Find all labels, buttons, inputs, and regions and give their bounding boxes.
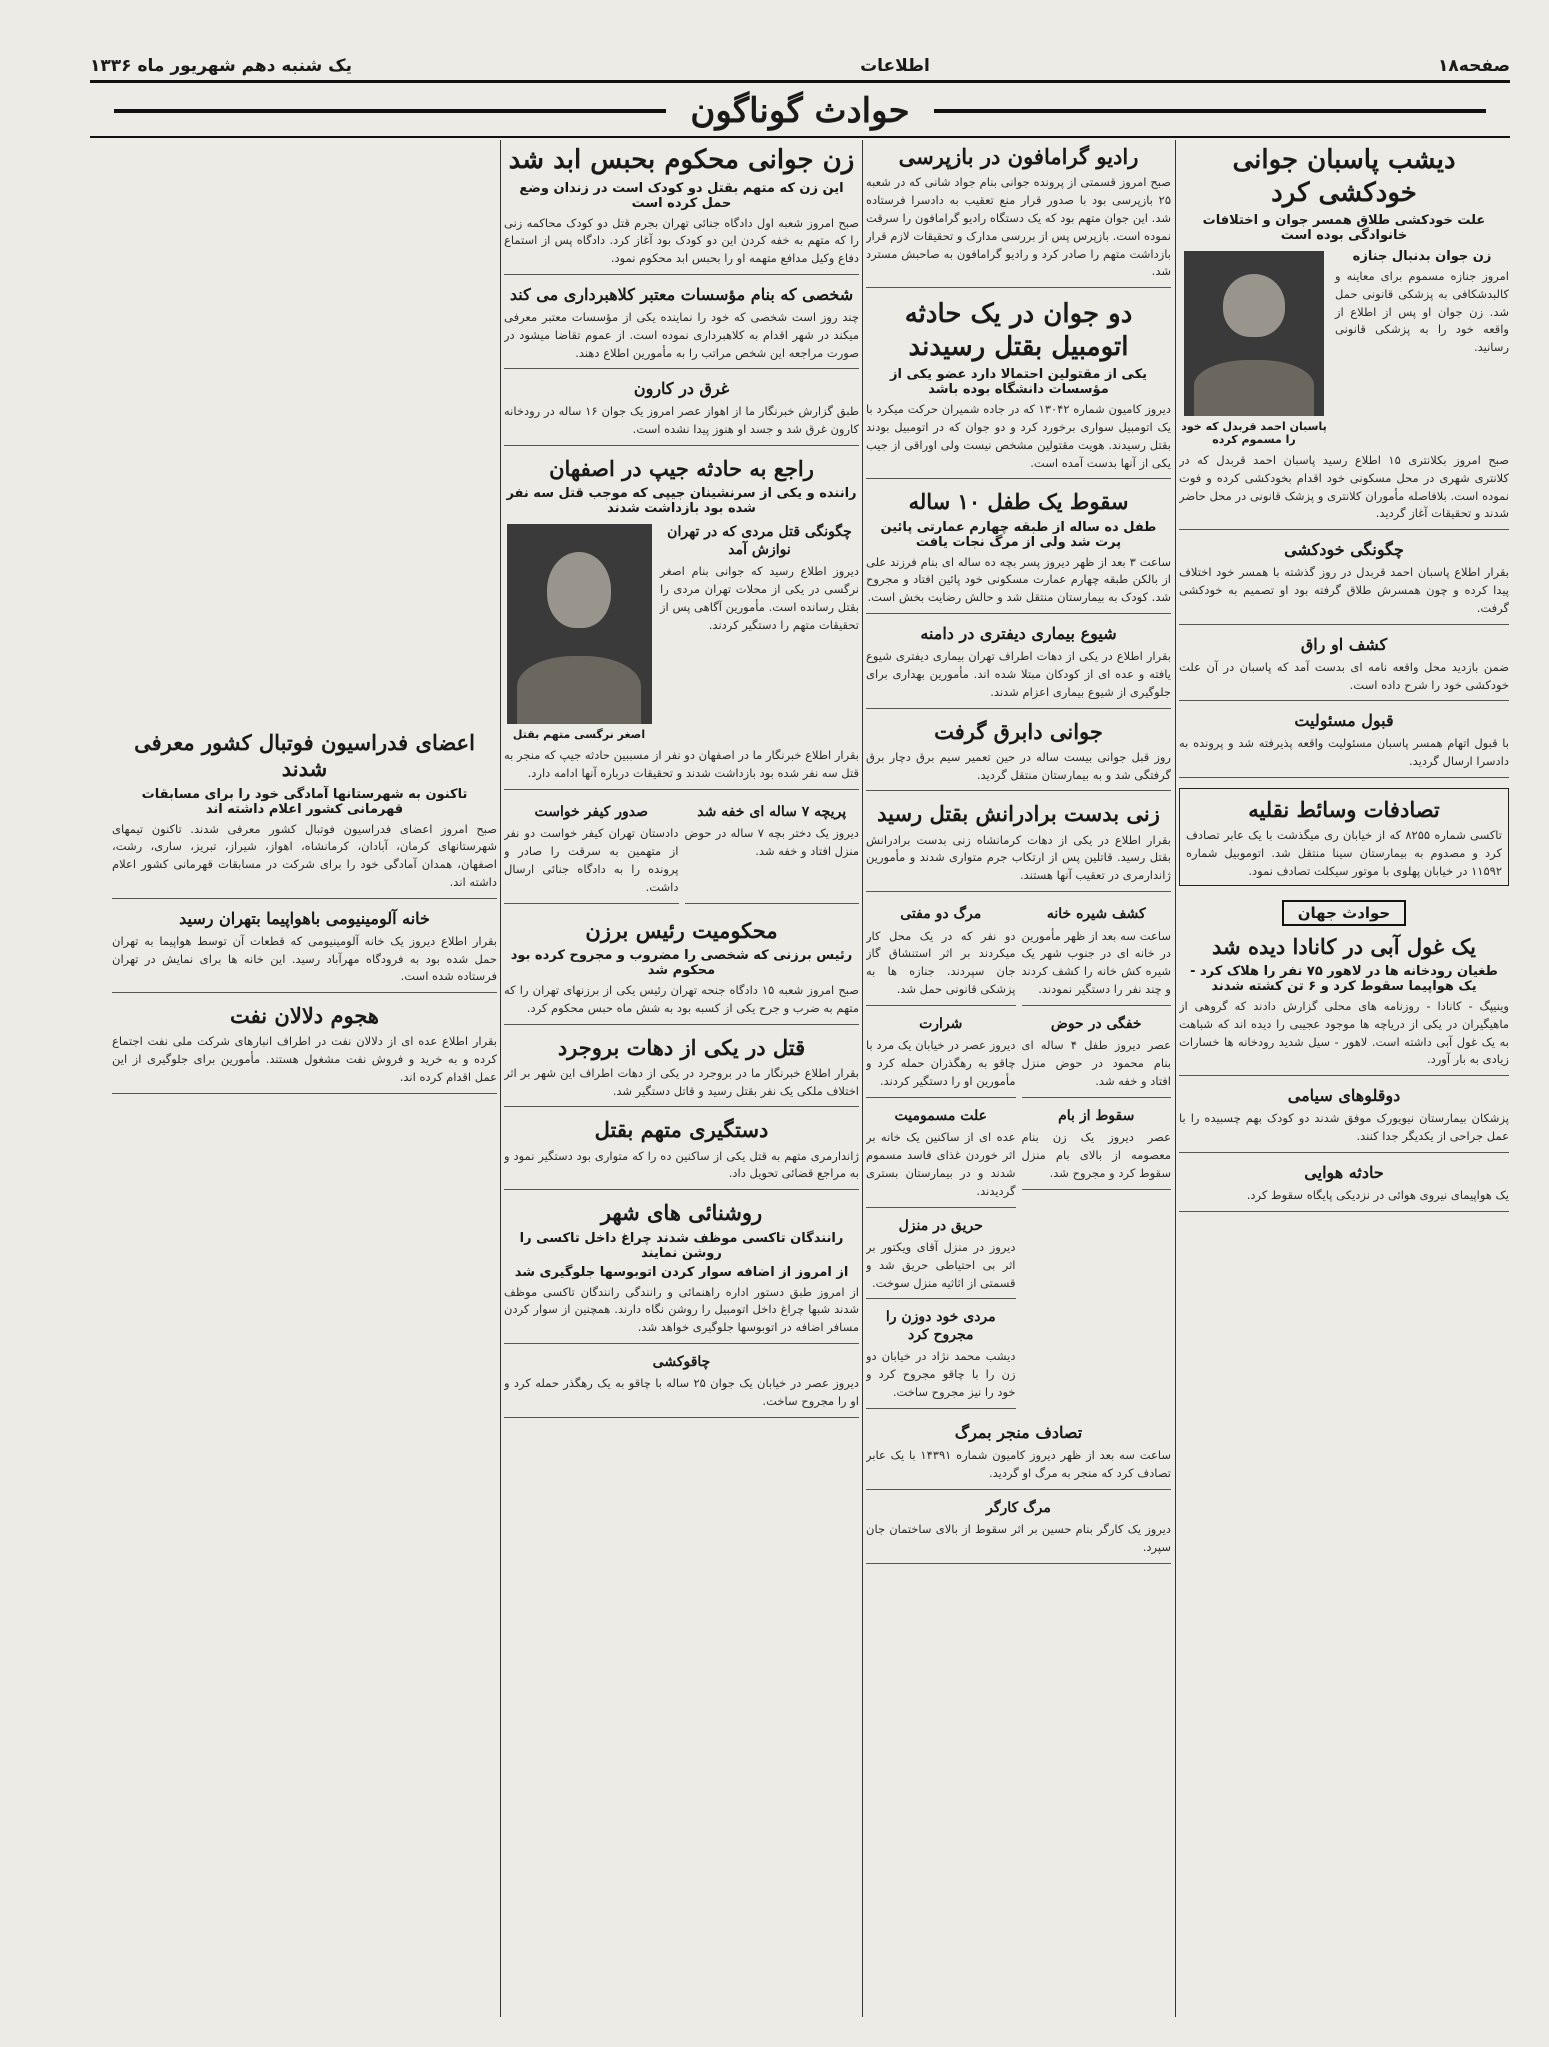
page-number: صفحه۱۸ bbox=[1438, 56, 1510, 76]
column-3 bbox=[504, 140, 859, 2017]
headline: حریق در منزل bbox=[898, 1217, 983, 1234]
article-constable-suicide bbox=[1179, 144, 1509, 530]
photo-shoulders bbox=[1194, 360, 1314, 416]
headline: حادثه هوایی bbox=[1304, 1162, 1384, 1182]
article-siamese-twins bbox=[1179, 1086, 1509, 1153]
article-text: عده ای از ساکنین یک خانه بر اثر خوردن غذای فاسد مسموم شدند و در بیمارستان بستری گردیدند. bbox=[866, 1130, 1016, 1198]
column-1 bbox=[1179, 140, 1509, 2017]
article-football-federation bbox=[112, 730, 497, 899]
article-text: دیروز اطلاع رسید که جوانی بنام اصغر نرگسی در یکی از محلات تهران مردی را بقتل رسانده است. مأمورین آگاهی پس از تحقیقات متهم را دستگیر کردند. bbox=[660, 564, 859, 632]
article-mischief bbox=[866, 1016, 1016, 1098]
column-2 bbox=[866, 140, 1171, 2017]
article-indictment bbox=[504, 800, 679, 904]
article-text: صبح امروز اعضای فدراسیون فوتبال کشور معرفی شدند. تاکنون تیمهای شهرستانهای کرمان، آبادان، کرمانشاه، اهواز، شیراز، تبریز، ساری، رشت، اصفهان، همدان آمادگی خود را برای شرکت در مسابقات قهرمانی کشور اعلام داشته اند. bbox=[112, 821, 497, 889]
article-drowning-pool bbox=[1022, 1016, 1172, 1098]
article-text: روز قبل جوانی بیست ساله در حین تعمیر سیم برق دچار برق گرفتگی شد و به بیمارستان منتقل گردید. bbox=[866, 749, 1171, 782]
article-responsibility bbox=[1179, 711, 1509, 778]
headline: رادیو گرامافون در بازپرسی bbox=[898, 144, 1139, 169]
headline: زنی بدست برادرانش بقتل رسید bbox=[877, 801, 1160, 827]
article-text: از امروز طبق دستور اداره راهنمائی و رانندگی رانندگان تاکسی موظف شدند شبها چراغ داخل اتومبیل را روشن نگاه دارند. همچنین از سوار کردن مسافر اضافه در اتوبوسها جلوگیری خواهد شد. bbox=[504, 1284, 859, 1335]
article-worker-death bbox=[866, 1500, 1171, 1564]
article-text: دو نفر که در یک محل کار میکردند بر اثر استنشاق گاز جان سپردند. جنازه ها به پزشکی قانونی حمل شد. bbox=[866, 928, 1016, 996]
article-text: وینیپگ - کانادا - روزنامه های محلی گزارش دادند که گروهی از ماهیگیران در یکی از دریاچه ها موجود عجیبی را دیده اند که شباهت به یک غول آبی داشته است. لاهور - سیل شدید رودخانه ها خسارات زیادی به بار آورد. bbox=[1179, 998, 1509, 1067]
article-murder-arrest bbox=[504, 1117, 859, 1190]
headline: کشف شیره خانه bbox=[1046, 906, 1146, 923]
article-karun-drowning bbox=[504, 379, 859, 446]
masthead bbox=[90, 52, 1510, 83]
article-text: صبح امروز شعبه اول دادگاه جنائی تهران بجرم قتل دو کودک محاکمه زنی را که متهم به خفه کردن این دو کودک بود آغاز کرد. دادگاه پس از استماع دفاع وکیل مدافع متهمه او را بحبس ابد محکوم نمود. bbox=[504, 215, 859, 266]
article-child-drowned bbox=[685, 800, 860, 904]
article-text: دیروز عصر در خیابان یک مرد با چاقو به رهگذران حمله کرد و مأمورین او را دستگیر کردند. bbox=[866, 1038, 1016, 1088]
article-text: دادستان تهران کیفر خواست دو نفر از متهمین به سرقت را صادر و پرونده را به دادگاه جنائی ارسال داشت. bbox=[504, 826, 679, 894]
article-text: صبح امروز قسمتی از پرونده جوانی بنام جواد شانی که در شعبه ۲۵ بازپرسی بود با صدور قرار منع تعقیب به دادسرا فرستاده شد. این جوان متهم بود که یک دستگاه رادیو گرامافون را سرقت نموده است. بازپرس پس از بررسی مدارک و تحقیقات لازم قرار بازداشت متهم را صادر کرد و رادیو گرامافون به صاحبش مسترد شد. bbox=[866, 175, 1171, 279]
headline: دستگیری متهم بقتل bbox=[594, 1117, 769, 1143]
headline: سقوط یک طفل ۱۰ ساله bbox=[908, 489, 1129, 515]
article-text: یک هواپیمای نیروی هوائی در نزدیکی پایگاه سقوط کرد. bbox=[1246, 1187, 1509, 1202]
article-how-suicide bbox=[1179, 540, 1509, 624]
short-news-row bbox=[866, 902, 1171, 1419]
headline: محکومیت رئیس برزن bbox=[585, 917, 778, 943]
headline: مرگ دو مفتی bbox=[900, 906, 982, 923]
article-barzan-chief bbox=[504, 918, 859, 1025]
photo-caption: اصغر نرگسی متهم بقتل bbox=[512, 728, 646, 742]
article-text: بقرار اطلاع پاسبان احمد قربدل در روز گذشته با همسر خود اختلاف پیدا کرده و چون همسرش طلاق گرفته بود او تصمیم به خودکشی گرفت. bbox=[1179, 565, 1509, 615]
article-roof-fall bbox=[1022, 1108, 1172, 1190]
headline: جوانی دابرق گرفت bbox=[934, 718, 1103, 744]
headline: هجوم دلالان نفت bbox=[230, 1003, 379, 1029]
headline: خانه آلومینیومی باهواپیما بتهران رسید bbox=[179, 908, 430, 928]
headline: چگونگی قتل مردی که در تهران نوازش آمد bbox=[667, 524, 852, 558]
article-text: دیروز عصر در خیابان یک جوان ۲۵ ساله با چاقو به یک رهگذر حمله کرد و او را مجروح ساخت. bbox=[504, 1376, 859, 1409]
article-fraudster bbox=[504, 285, 859, 369]
article-vehicle-accidents bbox=[1179, 788, 1509, 886]
headline: دوقلوهای سیامی bbox=[1287, 1086, 1401, 1106]
article-text: ساعت سه بعد از ظهر دیروز کامیون شماره ۱۴۳۹۱ با یک عابر تصادف کرد که منجر به مرگ او گردید. bbox=[866, 1447, 1171, 1480]
headline: چگونگی خودکشی bbox=[1284, 540, 1404, 560]
headline: شخصی که بنام مؤسسات معتبر کلاهبرداری می کند bbox=[509, 284, 854, 304]
article-text: بقرار اطلاع خبرنگار ما در بروجرد در یکی از دهات اطراف این شهر بر اثر اختلاف ملکی یک نفر بقتل رسید و قاتل دستگیر شد. bbox=[504, 1065, 859, 1098]
article-text: ساعت ۳ بعد از ظهر دیروز پسر بچه ده ساله ای بنام فرزند علی از بالکن طبقه چهارم عمارت مسکونی خود پائین افتاد و مجروح شد. کودک به بیمارستان منتقل شد و حالش رضایت بخش است. bbox=[866, 554, 1171, 605]
article-text: دیروز در منزل آقای ویکتور بر اثر بی احتیاطی حریق شد و قسمتی از اثاثیه منزل سوخت. bbox=[866, 1240, 1016, 1290]
article-opium-den bbox=[1022, 906, 1172, 1006]
subheadline: راننده و یکی از سرنشینان جیپی که موجب قتل سه نفر شده بود بازداشت شدند bbox=[506, 486, 857, 517]
article-car-accident bbox=[866, 298, 1171, 479]
article-isfahan-jeep bbox=[504, 456, 859, 790]
short-news-row bbox=[504, 800, 859, 914]
article-child-fall bbox=[866, 489, 1171, 614]
headline: قبول مسئولیت bbox=[1294, 711, 1394, 731]
article-air-accident bbox=[1179, 1163, 1509, 1212]
subheadline: از امروز از اضافه سوار کردن اتوبوسها جلوگیری شد bbox=[514, 1264, 849, 1280]
headline: شیوع بیماری دیفتری در دامنه bbox=[920, 624, 1117, 644]
article-text: با قبول اتهام همسر پاسبان مسئولیت واقعه پذیرفته شد و پرونده به دادسرا ارسال گردید. bbox=[1179, 736, 1509, 769]
subheadline: رئیس برزنی که شخصی را مضروب و مجروح کرده بود محکوم شد bbox=[510, 947, 853, 978]
article-woman-life-sentence bbox=[504, 144, 859, 275]
photo-caption: پاسبان احمد قربدل که خود را مسموم کرده bbox=[1181, 420, 1327, 446]
article-papers-found bbox=[1179, 635, 1509, 702]
article-radio-gramophone bbox=[866, 144, 1171, 288]
article-text: ژاندارمری متهم به قتل یکی از ساکنین ده را که متواری بود دستگیر نمود و به مراجع قضائی تحویل داد. bbox=[504, 1148, 859, 1181]
headline: صدور کیفر خواست bbox=[534, 803, 648, 820]
article-text: بقرار اطلاع خبرنگار ما در اصفهان دو نفر از مسببین حادثه جیپ که منجر به قتل سه نفر شده بود بازداشت شدند و تحقیقات درباره آنها ادامه دارد. bbox=[504, 748, 859, 781]
subheadline: این زن که متهم بقتل دو کودک است در زندان وضع حمل کرده است bbox=[519, 180, 844, 211]
photo-block bbox=[504, 520, 654, 747]
constable-photo bbox=[1184, 251, 1324, 416]
headline: مردی خود دوزن را مجروح کرد bbox=[885, 1309, 996, 1343]
article-borujerd-murder bbox=[504, 1035, 859, 1108]
headline: کشف او راق bbox=[1300, 634, 1388, 654]
headline: روشنائی های شهر bbox=[600, 1200, 763, 1226]
subheadline: علت خودکشی طلاق همسر جوان و اختلافات خانوادگی بوده است bbox=[1202, 213, 1486, 243]
article-aluminum-house bbox=[112, 909, 497, 993]
headline: تصادف منجر بمرگ bbox=[954, 1422, 1083, 1442]
text-block bbox=[1335, 247, 1509, 452]
headline: تصادفات وسائط نقلیه bbox=[1248, 796, 1440, 822]
subheadline: تاکنون به شهرستانها آمادگی خود را برای مسابقات قهرمانی کشور اعلام داشته اند bbox=[141, 786, 468, 817]
article-text: تاکسی شماره ۸۲۵۵ که از خیابان ری میگذشت با یک عابر تصادف کرد و مصدوم به بیمارستان سینا منتقل شد. اتوموبیل شماره ۱۱۵۹۲ در خیابان پهلوی با موتور سیکلت تصادف نمود. bbox=[1186, 828, 1503, 878]
short-news-col bbox=[866, 902, 1016, 1419]
article-text: دیروز یک کارگر بنام حسین بر اثر سقوط از بالای ساختمان جان سپرد. bbox=[866, 1522, 1171, 1554]
article-text: عصر دیروز یک زن بنام معصومه از بالای بام منزل سقوط کرد و مجروح شد. bbox=[1021, 1130, 1171, 1180]
headline: پریچه ۷ ساله ای خفه شد bbox=[697, 803, 847, 820]
column-divider bbox=[500, 140, 501, 2017]
photo-head bbox=[1223, 274, 1285, 337]
headline: قتل در یکی از دهات بروجرد bbox=[557, 1034, 806, 1060]
article-poisoning bbox=[866, 1108, 1016, 1208]
article-text: بقرار اطلاع عده ای از دلالان نفت در اطراف انبارهای شرکت ملی نفت اجتماع کرده و به خرید و فروش نفت مشغول هستند. مأمورین برای جلوگیری از این عمل اقدام کرده اند. bbox=[112, 1034, 497, 1085]
article-water-monster bbox=[1179, 934, 1509, 1077]
article-text: پزشکان بیمارستان نیویورک موفق شدند دو کودک بهم چسبیده را با عمل جراحی از یکدیگر جدا کنند. bbox=[1179, 1111, 1509, 1143]
suspect-photo bbox=[507, 524, 652, 724]
subheadline: طفل ده ساله از طبقه چهارم عمارتی پائین پرت شد ولی از مرگ نجات یافت bbox=[880, 519, 1157, 550]
article-text: صبح امروز شعبه ۱۵ دادگاه جنحه تهران رئیس یکی از برزنهای تهران را که متهم به ضرب و جرح یکی از کسبه بود به شش ماه حبس محکوم کرد. bbox=[504, 982, 859, 1015]
headline: سقوط از بام bbox=[1058, 1107, 1135, 1124]
photo-shoulders bbox=[517, 656, 642, 724]
column-divider bbox=[862, 140, 863, 2017]
headline: خفگی در حوض bbox=[1050, 1015, 1142, 1032]
section-title: حوادث گوناگون bbox=[90, 86, 1510, 138]
article-text: دیروز یک دختر بچه ۷ ساله در حوض منزل افتاد و خفه شد. bbox=[684, 826, 859, 859]
article-city-lights bbox=[504, 1200, 859, 1344]
article-oil-brokers bbox=[112, 1003, 497, 1094]
subheadline: یکی از مقتولین احتمالا دارد عضو یکی از مؤسسات دانشگاه بوده باشد bbox=[889, 367, 1148, 398]
issue-date: یک شنبه دهم شهریور ماه ۱۳۳۶ bbox=[90, 56, 352, 76]
article-man-wounded-two bbox=[866, 1309, 1016, 1408]
headline: دو جوان در یک حادثه اتومبیل بقتل رسیدند bbox=[904, 299, 1133, 362]
headline: شرارت bbox=[919, 1015, 963, 1032]
headline: اعضای فدراسیون فوتبال کشور معرفی شدند bbox=[134, 730, 475, 782]
article-text: دیروز کامیون شماره ۱۳۰۴۲ که در جاده شمیران حرکت میکرد با یک اتومبیل سواری برخورد کرد و دو جوان که در اتومبیل بودند بقتل رسیدند. هویت مقتولین مشخص نیست ولی اوراقی از جیب یکی از آنها بدست آمده است. bbox=[866, 402, 1171, 470]
paper-name: اطلاعات bbox=[860, 56, 930, 76]
photo-block bbox=[1179, 247, 1329, 452]
short-news-col bbox=[1022, 902, 1172, 1419]
article-body-row bbox=[504, 520, 859, 747]
article-woman-killed bbox=[866, 801, 1171, 892]
article-house-fire bbox=[866, 1218, 1016, 1300]
article-text: عصر دیروز طفل ۴ ساله ای بنام محمود در حوض منزل افتاد و خفه شد. bbox=[1021, 1038, 1171, 1088]
subheadline: رانندگان تاکسی موظف شدند چراغ داخل تاکسی را روشن نمایند bbox=[519, 1230, 844, 1261]
article-text: بقرار اطلاع در یکی از دهات اطراف تهران بیماری دیفتری شیوع یافته و عده ای از کودکان مبتلا شده اند. مأمورین بهداری برای جلوگیری از شیوع بیماری اعزام شدند. bbox=[866, 649, 1171, 699]
headline: یک غول آبی در کانادا دیده شد bbox=[1212, 933, 1476, 959]
article-body-row bbox=[1179, 247, 1509, 452]
article-text: صبح امروز بکلانتری ۱۵ اطلاع رسید پاسبان احمد قربدل که در کلانتری شهری در محل مسکونی خود اقدام بخودکشی کرده و فوت نموده است. بلافاصله مأموران کلانتری و پزشک قانونی در محل حاضر شدند و تحقیقات آغاز گردید. bbox=[1179, 453, 1509, 521]
article-text: طبق گزارش خبرنگار ما از اهواز عصر امروز یک جوان ۱۶ ساله در رودخانه کارون غرق شد و جسد او هنوز پیدا نشده است. bbox=[504, 404, 859, 437]
column-divider bbox=[1175, 140, 1176, 2017]
article-text: چند روز است شخصی که خود را نماینده یکی از مؤسسات معتبر معرفی میکند در شهر اقدام به کلاهبرداری نموده است. از عموم تقاضا میشود در صورت مراجعه این شخص مراتب را به مأمورین اطلاع دهند. bbox=[504, 309, 859, 360]
article-text: ساعت سه بعد از ظهر مأمورین در خانه ای در جنوب شهر یک شیره کش خانه را کشف کردند و چند نفر را دستگیر نمودند. bbox=[1021, 928, 1171, 996]
article-text: دیشب محمد نژاد در خیابان دو زن را با چاقو مجروح کرد و خود را نیز مجروح ساخت. bbox=[866, 1349, 1016, 1400]
headline: دیشب پاسبان جوانی خودکشی کرد bbox=[1232, 145, 1456, 208]
headline: علت مسمومیت bbox=[894, 1107, 987, 1124]
world-news-tag-wrap bbox=[1179, 896, 1509, 930]
article-text: ضمن بازدید محل واقعه نامه ای بدست آمد که پاسبان در آن علت خودکشی خود را شرح داده است. bbox=[1179, 659, 1509, 692]
article-text: بقرار اطلاع دیروز یک خانه آلومینیومی که قطعات آن توسط هواپیما به تهران حمل شده بود به فرودگاه مهرآباد رسید. این خانه ها برای نمایش در تهران فرستاده شده است. bbox=[112, 933, 497, 984]
article-electrocution bbox=[866, 719, 1171, 792]
world-news-tag: حوادث جهان bbox=[1282, 900, 1407, 926]
text-block bbox=[660, 520, 859, 747]
article-fatal-crash bbox=[866, 1423, 1171, 1490]
headline: راجع به حادثه جیپ در اصفهان bbox=[549, 456, 814, 481]
headline: چاقوکشی bbox=[652, 1353, 711, 1370]
article-text: بقرار اطلاع در یکی از دهات کرمانشاه زنی بدست برادرانش بقتل رسید. قاتلین پس از ارتکاب جرم متواری شدند و مأمورین ژاندارمری در تعقیب آنها هستند. bbox=[866, 832, 1171, 883]
photo-head bbox=[547, 552, 611, 628]
headline: مرگ کارگر bbox=[986, 1499, 1051, 1516]
headline: زن جوانی محکوم بحبس ابد شد bbox=[508, 145, 855, 175]
article-knife-attack bbox=[504, 1354, 859, 1418]
article-diphtheria bbox=[866, 624, 1171, 708]
subheadline: زن جوان بدنبال جنازه bbox=[1352, 249, 1492, 264]
subheadline: طغیان رودخانه ها در لاهور ۷۵ نفر را هلاک کرد - یک هواپیما سقوط کرد و ۶ تن کشته شدند bbox=[1190, 963, 1498, 994]
article-text: امروز جنازه مسموم برای معاینه و کالبدشکافی به پزشکی قانونی حمل شد. زن جوان او پس از اطلاع از واقعه خود را به پزشکی قانونی رسانید. bbox=[1335, 269, 1509, 355]
headline: غرق در کارون bbox=[633, 379, 730, 399]
column-4 bbox=[112, 140, 497, 2017]
article-two-deaths bbox=[866, 906, 1016, 1006]
